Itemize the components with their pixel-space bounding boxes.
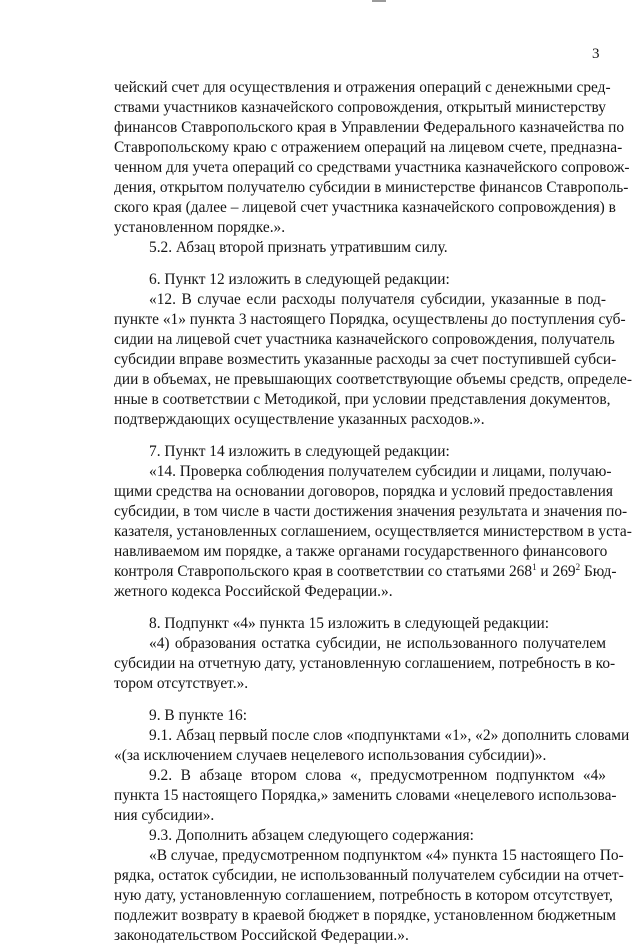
text-line: пункта 15 настоящего Порядка,» заменить словами «нецелевого использова- (114, 787, 617, 804)
text-line: субсидии, в том числе в части достижения значения результата и значения по- (114, 503, 628, 520)
text-line: пункте «1» пункта 3 настоящего Порядка, осуществлены до поступления суб- (114, 311, 626, 328)
text-line: 8. Подпункт «4» пункта 15 изложить в следующей редакции: (149, 615, 550, 632)
text-line-with-superscripts (114, 562, 617, 582)
text-line: подтверждающих осуществление указанных расходов.». (114, 411, 485, 428)
text-line: рядка, остаток субсидии, не использованный получателем субсидии на отчет- (114, 867, 624, 884)
text-line: чейский счет для осуществления и отражения операций с денежными сред- (114, 79, 611, 96)
text-line: 9.3. Дополнить абзацем следующего содержания: (149, 827, 474, 844)
text-line: субсидии вправе возместить указанные расходы за счет поступившей субси- (114, 351, 617, 368)
text-line: 9. В пункте 16: (149, 707, 248, 724)
text-line: дии в объемах, не превышающих соответствующие объемы средств, определе- (114, 371, 632, 388)
text-line: сидии на лицевой счет участника казначейского сопровождения, получатель (114, 331, 615, 348)
text-line: 9.2. В абзаце втором слова «, предусмотренном подпунктом «4» (149, 767, 606, 784)
text-line: 6. Пункт 12 изложить в следующей редакции: (149, 271, 450, 288)
text-line: «14. Проверка соблюдения получателем субсидии и лицами, получаю- (149, 463, 612, 480)
text-line: казателя, установленных соглашением, осуществляется министерством в уста- (114, 523, 632, 540)
text-line: Ставропольскому краю с отражением операций на лицевом счете, предназна- (114, 139, 623, 156)
text-line: ствами участников казначейского сопровождения, открытый министерству (114, 99, 606, 116)
text-line: тором отсутствует.». (114, 675, 249, 692)
text-line: законодательством Российской Федерации.». (114, 927, 409, 944)
text-line: ния субсидии». (114, 807, 215, 824)
text-line: 5.2. Абзац второй признать утратившим силу. (149, 239, 448, 256)
text-line: дения, открытом получателю субсидии в министерстве финансов Ставрополь- (114, 179, 629, 196)
text-line: жетного кодекса Российской Федерации.». (114, 583, 393, 600)
text-line: подлежит возврату в краевой бюджет в порядке, установленном бюджетным (114, 907, 616, 924)
text-line: установленном порядке.». (114, 219, 286, 236)
text-line: нные в соответствии с Методикой, при условии представления документов, (114, 391, 611, 408)
text-line: 7. Пункт 14 изложить в следующей редакции: (149, 443, 450, 460)
superscript: 2 (575, 562, 581, 572)
text-line: навливаемом им порядке, а также органами государственного финансового (114, 543, 608, 560)
text-line: финансов Ставропольского края в Управлении Федерального казначейства по (114, 119, 625, 136)
text-segment: и 269 (536, 563, 576, 580)
text-line: ского края (далее – лицевой счет участника казначейского сопровождения) в (114, 199, 616, 216)
text-segment: Бюд- (580, 563, 617, 580)
page-number: 3 (592, 46, 600, 62)
superscript: 1 (532, 562, 537, 572)
text-line: субсидии на отчетную дату, установленную соглашением, потребность в ко- (114, 655, 616, 672)
text-line: ную дату, установленную соглашением, потребность в котором отсутствует, (114, 887, 613, 904)
text-segment: контроля Ставропольского края в соответствии со статьями 268 (114, 563, 533, 580)
scan-mark (372, 0, 386, 2)
text-line: 9.1. Абзац первый после слов «подпунктами «1», «2» дополнить словами (149, 727, 630, 744)
text-line: щими средства на основании договоров, порядка и условий предоставления (114, 483, 613, 500)
text-line: ченном для учета операций со средствами участника казначейского сопровож- (114, 159, 630, 176)
text-line: «В случае, предусмотренном подпунктом «4» пункта 15 настоящего По- (149, 847, 624, 864)
text-line: «(за исключением случаев нецелевого использования субсидии)». (114, 747, 547, 764)
text-line: «4) образования остатка субсидии, не использованного получателем (149, 635, 606, 652)
text-line: «12. В случае если расходы получателя субсидии, указанные в под- (149, 291, 606, 308)
